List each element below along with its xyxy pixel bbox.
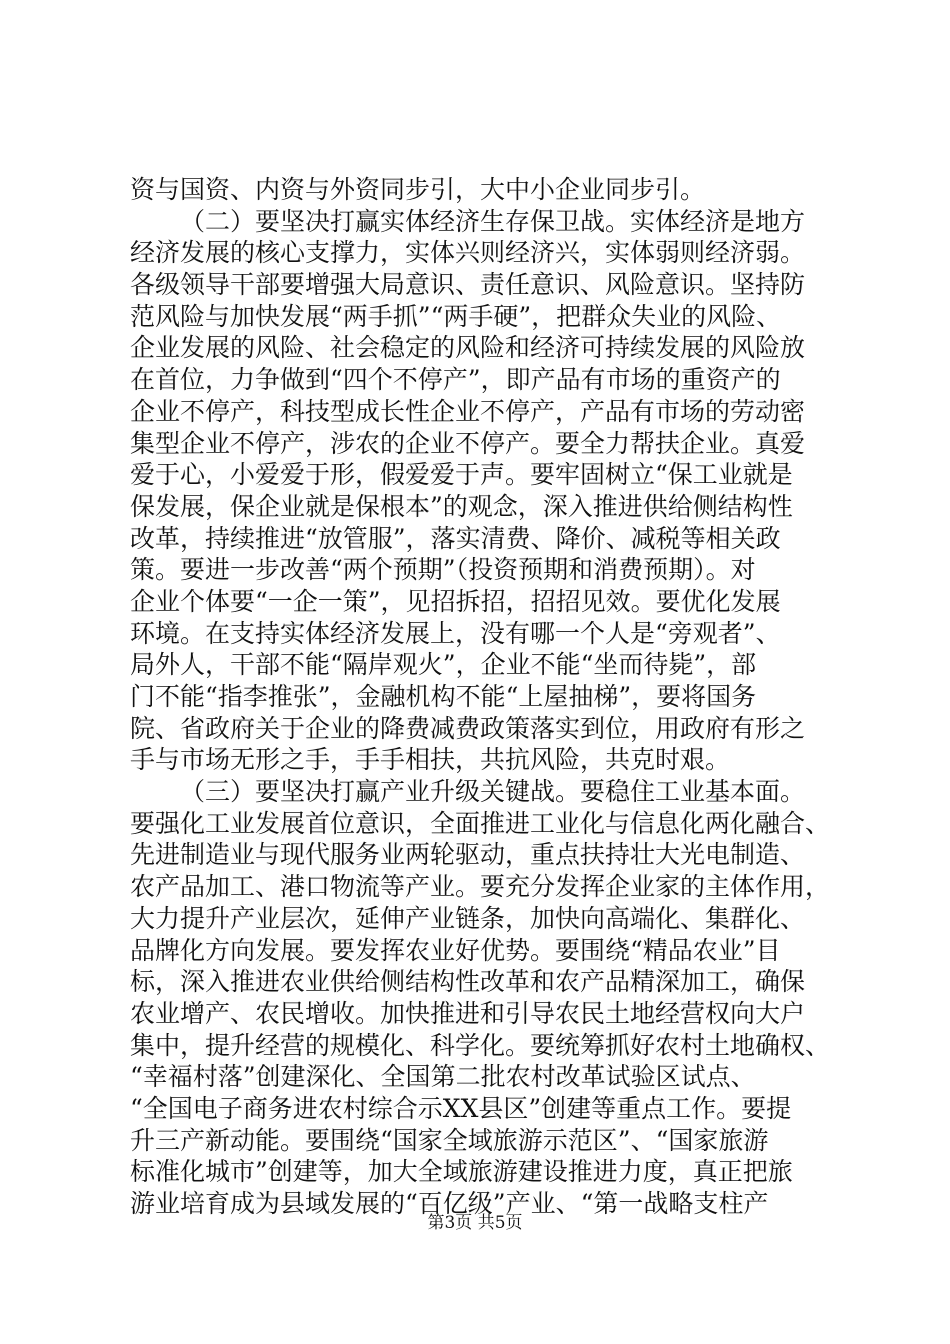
text-line: 标，深入推进农业供给侧结构性改革和农产品精深加工，确保 [130, 967, 806, 997]
text-line: （三）要坚决打赢产业升级关键战。要稳住工业基本面。 [180, 777, 806, 807]
text-line: 策。要进一步改善“两个预期”（投资预期和消费预期）。对 [130, 555, 756, 585]
text-line: 企业发展的风险、社会稳定的风险和经济可持续发展的风险放 [130, 333, 806, 363]
text-line: 改革，持续推进“放管服”，落实清费、降价、减税等相关政 [130, 523, 781, 553]
text-line: 要强化工业发展首位意识，全面推进工业化与信息化两化融合、 [130, 808, 830, 838]
text-line: “全国电子商务进农村综合示XX县区”创建等重点工作。要提 [130, 1093, 792, 1123]
text-line: 各级领导干部要增强大局意识、责任意识、风险意识。坚持防 [130, 270, 806, 300]
text-line: 院、省政府关于企业的降费减费政策落实到位，用政府有形之 [130, 713, 806, 743]
text-line: 大力提升产业层次，延伸产业链条，加快向高端化、集群化、 [130, 903, 806, 933]
text-line: 标准化城市”创建等，加大全域旅游建设推进力度，真正把旅 [130, 1157, 793, 1187]
text-line: 先进制造业与现代服务业两轮驱动，重点扶持壮大光电制造、 [130, 840, 806, 870]
text-line: 资与国资、内资与外资同步引，大中小企业同步引。 [130, 175, 706, 204]
text-line: 环境。在支持实体经济发展上，没有哪一个人是“旁观者”、 [130, 618, 781, 648]
text-line: 集中，提升经营的规模化、科学化。要统筹抓好农村土地确权、 [130, 1030, 830, 1060]
text-line: 范风险与加快发展“两手抓”“两手硬”，把群众失业的风险、 [130, 301, 782, 331]
text-line: 保发展，保企业就是保根本”的观念，深入推进供给侧结构性 [130, 491, 793, 521]
text-line: （二）要坚决打赢实体经济生存保卫战。实体经济是地方 [180, 206, 806, 236]
text-line: 农业增产、农民增收。加快推进和引导农民土地经营权向大户 [130, 998, 806, 1028]
page-footer: 第3页 共5页 [427, 1213, 523, 1233]
text-line: 局外人，干部不能“隔岸观火”，企业不能“坐而待毙”，部 [130, 650, 757, 680]
text-line: “幸福村落”创建深化、全国第二批农村改革试验区试点、 [130, 1062, 756, 1092]
text-line: 企业不停产，科技型成长性企业不停产，产品有市场的劳动密 [130, 396, 806, 426]
text-line: 爱于心，小爱爱于形，假爱爱于声。要牢固树立“保工业就是 [130, 460, 793, 490]
text-line: 手与市场无形之手，手手相扶，共抗风险，共克时艰。 [130, 745, 731, 775]
text-line: 在首位，力争做到“四个不停产”，即产品有市场的重资产的 [130, 365, 781, 395]
text-line: 品牌化方向发展。要发挥农业好优势。要围绕“精品农业”目 [130, 935, 781, 965]
text-line: 农产品加工、港口物流等产业。要充分发挥企业家的主体作用， [130, 872, 830, 902]
text-line: 升三产新动能。要围绕“国家全域旅游示范区”、“国家旅游 [130, 1125, 769, 1155]
body-text [130, 174, 830, 1220]
text-line: 企业个体要“一企一策”，见招拆招，招招见效。要优化发展 [130, 586, 781, 616]
text-line: 游业培育成为县域发展的“百亿级”产业、“第一战略支柱产 [130, 1189, 769, 1218]
text-line: 门不能“指李推张”，金融机构不能“上屋抽梯”，要将国务 [130, 682, 757, 711]
text-line: 集型企业不停产，涉农的企业不停产。要全力帮扶企业。真爱 [130, 428, 806, 458]
text-line: 经济发展的核心支撑力，实体兴则经济兴，实体弱则经济弱。 [130, 238, 806, 268]
